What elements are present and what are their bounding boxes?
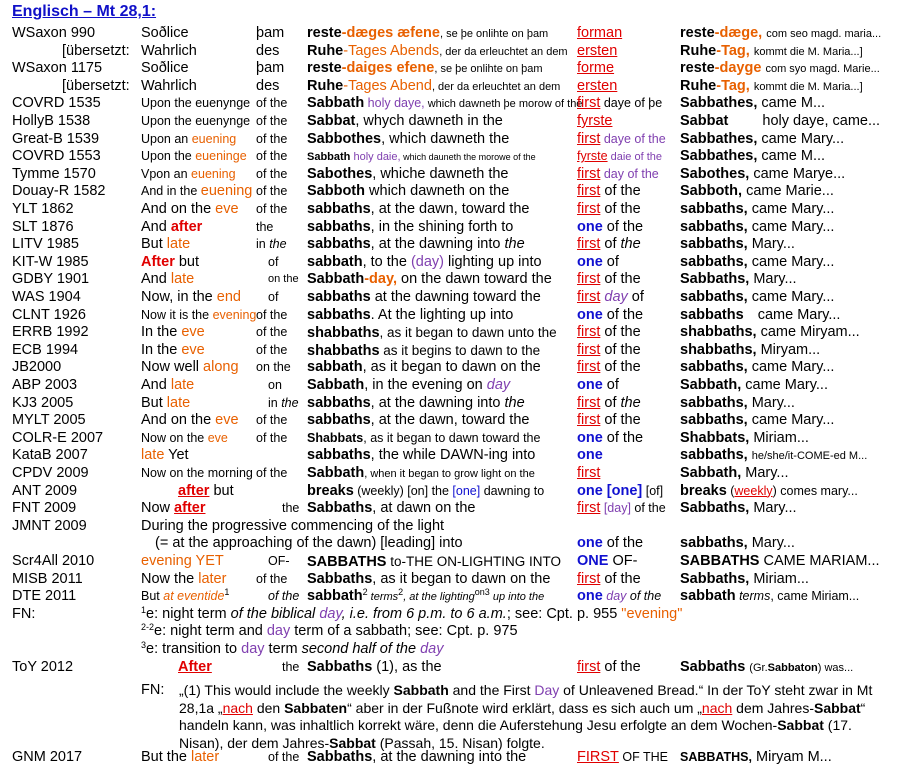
col-sabbaths: breaks (weekly) comes mary... — [680, 482, 858, 499]
col-first: one day of the — [577, 588, 662, 605]
col-sabbaths: Sabbathes, came Mary... — [680, 130, 845, 147]
col-first: first of the — [577, 341, 641, 358]
col-sabbath: sabbaths, in the shining forth to — [307, 218, 514, 235]
col-phrase: And late — [141, 377, 195, 393]
col-first: fyrste — [577, 113, 613, 129]
col-sabbath: reste-daiges efene, se þe onlihte on þam — [307, 60, 543, 77]
col-phrase: late Yet — [141, 447, 189, 464]
col-first: ONE OF- — [577, 553, 638, 569]
col-sabbaths: Sabboth, came Marie... — [680, 183, 834, 200]
col-article: the — [256, 219, 274, 234]
col-sabbath: Sabbath holy daye, which dawneth þe morow of the — [307, 95, 583, 112]
col-sabbath: sabbath, as it began to dawn on the — [307, 359, 541, 376]
col-first: first of the — [577, 201, 641, 217]
col-first: first of the — [577, 183, 641, 200]
col-article: in the — [256, 237, 287, 252]
footnote-line: $^3$e: transition to day term second half of the day — [141, 640, 444, 657]
version-label: WSaxon 1175 — [12, 60, 103, 77]
col-sabbaths: sabbaths, came Mary... — [680, 253, 835, 270]
col-first: ersten — [577, 42, 618, 59]
version-label: JB2000 — [12, 359, 62, 376]
version-label: SLT 1876 — [12, 218, 74, 235]
col-first: one of — [577, 377, 619, 393]
col-sabbaths: reste-dayge com syo magd. Marie... — [680, 60, 880, 77]
col-article: OF- — [268, 554, 290, 568]
col-first: one of the — [577, 218, 644, 235]
col-first: first — [577, 465, 601, 481]
col-sabbath: shabbaths as it begins to dawn to the — [307, 342, 541, 359]
col-phrase: Upon the euenynge — [141, 114, 251, 128]
version-label: Douay-R 1582 — [12, 183, 106, 200]
col-sabbaths: sabbaths, Mary... — [680, 535, 795, 552]
col-sabbath: Sabbaths (1), as the — [307, 659, 442, 675]
col-phrase: Upon an euening — [141, 131, 237, 146]
version-label: [übersetzt: — [62, 77, 130, 94]
col-sabbath: shabbaths, as it began to dawn unto the — [307, 325, 557, 342]
col-phrase: Now on the morning — [141, 466, 253, 480]
col-sabbath: sabbath, to the (day) lighting up into — [307, 253, 542, 270]
col-phrase: after but — [178, 482, 234, 499]
col-first: first of the — [577, 659, 641, 675]
col-sabbaths: Ruhe-Tag, kommt die M. Maria...] — [680, 77, 863, 94]
col-first: fyrste daie of the — [577, 149, 662, 164]
col-sabbath: Ruhe-Tages Abend, der da erleuchtet an dem — [307, 77, 561, 94]
col-first: first day of — [577, 289, 644, 305]
col-sabbath: sabbaths at the dawning toward the — [307, 289, 541, 305]
col-first: one — [577, 447, 603, 464]
version-label: ERRB 1992 — [12, 324, 89, 341]
col-phrase: evening YET — [141, 553, 224, 569]
col-first: first of the — [577, 359, 641, 376]
col-sabbaths: Shabbats, Miriam... — [680, 429, 809, 446]
col-article: des — [256, 42, 280, 59]
col-article: þam — [256, 25, 285, 41]
col-phrase: Wahrlich — [141, 77, 197, 94]
col-sabbath: reste-dæges æfene, se þe onlihte on þam — [307, 25, 549, 41]
col-first: one of — [577, 253, 619, 270]
version-label: COLR-E 2007 — [12, 429, 104, 446]
col-first: one [one] [of] — [577, 482, 664, 499]
col-phrase: Upon the eueninge — [141, 149, 247, 164]
version-label: KataB 2007 — [12, 447, 88, 464]
version-label: Great-B 1539 — [12, 130, 100, 147]
col-phrase: (= at the approaching of the dawn) [leading] into — [155, 535, 463, 552]
col-phrase: And on the eve — [141, 201, 239, 217]
col-sabbath: sabbaths, at the dawn, toward the — [307, 412, 530, 429]
col-article: the — [282, 501, 300, 516]
col-article: þam — [256, 60, 285, 77]
col-article: of the — [256, 96, 288, 111]
col-sabbath: Sabbothes, which dawneth the — [307, 130, 510, 147]
col-first: first of the — [577, 570, 641, 587]
version-label: COVRD 1553 — [12, 148, 101, 165]
col-sabbath: Sabboth which dawneth on the — [307, 183, 510, 200]
version-label: CLNT 1926 — [12, 306, 86, 323]
col-phrase: Now well along — [141, 359, 239, 376]
col-article: on — [268, 378, 282, 392]
col-phrase: And after — [141, 218, 203, 235]
col-sabbath: Sabbath, in the evening on day — [307, 377, 511, 393]
col-article: of the — [256, 184, 288, 199]
version-label: Tymme 1570 — [12, 165, 96, 182]
col-sabbaths: sabbaths, came Mary... — [680, 412, 835, 429]
col-article: of the — [256, 430, 288, 445]
col-article: of the — [256, 114, 288, 128]
version-label: WAS 1904 — [12, 289, 81, 305]
col-sabbaths: sabbaths, Mary... — [680, 394, 795, 411]
footnote-label: FN: — [141, 682, 165, 698]
version-label: CPDV 2009 — [12, 465, 89, 481]
col-sabbath: breaks (weekly) [on] the [one] dawning to — [307, 482, 545, 499]
version-label: LITV 1985 — [12, 236, 79, 253]
col-phrase: Soðlice — [141, 60, 189, 77]
col-article: des — [256, 77, 280, 94]
col-phrase: But late — [141, 394, 191, 411]
col-sabbaths: sabbaths, came Mary... — [680, 359, 835, 376]
col-sabbaths: Sabbaths, Mary... — [680, 271, 797, 288]
version-label: COVRD 1535 — [12, 95, 101, 112]
col-phrase: And late — [141, 271, 195, 288]
col-sabbath: sabbath$^2$ terms$^2$, at the lighting$^{on3}$ up into the — [307, 587, 545, 605]
col-phrase: Now after — [141, 500, 206, 517]
col-sabbath: sabbaths, the while DAWN-ing into — [307, 447, 536, 464]
col-sabbath: sabbaths, at the dawn, toward the — [307, 201, 530, 217]
col-sabbaths: Sabbaths (Gr.Sabbaton) was... — [680, 659, 854, 675]
col-sabbaths: Ruhe-Tag, kommt die M. Maria...] — [680, 42, 863, 59]
version-label: ABP 2003 — [12, 377, 78, 393]
col-sabbath: sabbaths, at the dawning into the — [307, 394, 525, 411]
version-label: GDBY 1901 — [12, 271, 90, 288]
col-phrase: In the eve — [141, 324, 205, 341]
col-first: one of the — [577, 306, 644, 323]
col-phrase: But the later — [141, 749, 220, 765]
col-article: on the — [256, 360, 291, 375]
col-phrase: During the progressive commencing of the light — [141, 517, 445, 534]
col-first: forme — [577, 60, 615, 77]
col-phrase: Wahrlich — [141, 42, 197, 59]
version-label: Scr4All 2010 — [12, 553, 95, 569]
col-sabbaths: Sabbathes, came M... — [680, 148, 826, 165]
version-label: YLT 1862 — [12, 201, 74, 217]
version-label: ECB 1994 — [12, 341, 79, 358]
col-phrase: Upon the euenynge — [141, 96, 251, 111]
col-article: in the — [268, 395, 299, 410]
col-first: first day of the — [577, 165, 659, 182]
col-sabbath: Shabbats, as it began to dawn toward the — [307, 430, 541, 445]
col-phrase: But late — [141, 236, 191, 253]
col-article: of the — [256, 413, 288, 428]
col-first: ersten — [577, 77, 618, 94]
col-phrase: Now on the eve — [141, 430, 228, 445]
col-article: of the — [256, 466, 288, 480]
version-label: HollyB 1538 — [12, 113, 91, 129]
col-sabbath: Sabothes, whiche dawneth the — [307, 165, 509, 182]
col-first: forman — [577, 25, 623, 41]
col-phrase: Now the later — [141, 570, 227, 587]
version-label: GNM 2017 — [12, 749, 83, 765]
col-phrase: After — [178, 659, 212, 675]
page-title[interactable]: Englisch – Mt 28,1: — [12, 3, 157, 20]
col-article: of — [268, 290, 279, 304]
footnote-line: $^1$e: night term of the biblical day, i.e. from 6 p.m. to 6 a.m.; see: Cpt. p. 955 "evening" — [141, 604, 683, 622]
version-label: [übersetzt: — [62, 42, 130, 59]
col-article: of the — [256, 202, 288, 216]
col-sabbaths: sabbaths came Mary... — [680, 306, 841, 323]
col-first: one of the — [577, 535, 644, 552]
col-sabbaths: sabbaths, came Mary... — [680, 289, 835, 305]
col-article: of the — [268, 589, 300, 604]
col-first: first of the — [577, 412, 641, 429]
col-sabbaths: shabbaths, came Miryam... — [680, 324, 860, 341]
col-first: first of the — [577, 394, 641, 411]
col-article: of the — [256, 307, 288, 322]
col-article: of the — [256, 131, 288, 146]
version-label: KIT-W 1985 — [12, 253, 89, 270]
col-sabbaths: Sabbathes, came M... — [680, 95, 826, 112]
col-sabbath: Sabbat, whych dawneth in the — [307, 113, 503, 129]
col-first: first of the — [577, 236, 641, 253]
col-first: first of the — [577, 324, 641, 341]
col-sabbath: Sabbath-day, on the dawn toward the — [307, 271, 552, 288]
col-first: one of the — [577, 429, 644, 446]
col-sabbaths: Sabbath, Mary... — [680, 465, 789, 481]
col-sabbaths: Sabbaths, Miriam... — [680, 570, 809, 587]
col-phrase: And on the eve — [141, 412, 239, 429]
col-first: first [day] of the — [577, 500, 666, 517]
col-phrase: Now, in the end — [141, 289, 241, 305]
col-sabbath: Sabbaths, at dawn on the — [307, 500, 476, 517]
version-label: MISB 2011 — [12, 570, 83, 587]
col-sabbaths: SABBATHS, Miryam M... — [680, 749, 832, 765]
col-sabbath: Sabbath, when it began to grow light on the — [307, 465, 535, 481]
col-sabbaths: reste-dæge, com seo magd. maria... — [680, 25, 882, 41]
col-article: of — [268, 254, 279, 269]
footnote-line: $^{2-2}$e: night term and day term of a sabbath; see: Cpt. p. 975 — [141, 622, 518, 640]
version-label: KJ3 2005 — [12, 394, 74, 411]
col-phrase: In the eve — [141, 341, 205, 358]
col-first: first daye of the — [577, 130, 666, 147]
col-phrase: Soðlice — [141, 25, 189, 41]
version-label: FNT 2009 — [12, 500, 77, 517]
col-sabbath: sabbaths, at the dawning into the — [307, 236, 525, 253]
version-label: MYLT 2005 — [12, 412, 86, 429]
col-sabbath: Sabbaths, as it began to dawn on the — [307, 570, 551, 587]
version-label: WSaxon 990 — [12, 25, 96, 41]
col-phrase: But at eventide$^1$ — [141, 587, 230, 604]
version-label: DTE 2011 — [12, 588, 77, 605]
col-article: of the — [256, 149, 288, 164]
col-first: first daye of þe — [577, 95, 663, 112]
col-phrase: Vpon an euening — [141, 166, 236, 181]
col-first: FIRST OF THE — [577, 749, 668, 765]
col-sabbaths: Sabothes, came Marye... — [680, 165, 846, 182]
col-phrase: And in the euening — [141, 183, 253, 200]
col-article: the — [282, 660, 300, 674]
col-article: on the — [268, 273, 299, 286]
col-phrase: Now it is the evening — [141, 307, 257, 322]
col-sabbath: Ruhe-Tages Abends, der da erleuchtet an dem — [307, 42, 568, 59]
version-label: ANT 2009 — [12, 482, 78, 499]
col-sabbaths: sabbaths, came Mary... — [680, 218, 835, 235]
col-sabbath: sabbaths. At the lighting up into — [307, 306, 514, 323]
col-article: of the — [256, 571, 288, 586]
col-first: first of the — [577, 271, 641, 288]
col-article: of the — [256, 166, 288, 181]
col-sabbath: Sabbath holy daie, which dauneth the morowe of the — [307, 151, 536, 164]
col-sabbaths: sabbaths, he/she/it-COME-ed M... — [680, 447, 868, 464]
col-sabbaths: Sabbaths, Mary... — [680, 500, 797, 517]
version-label: JMNT 2009 — [12, 517, 87, 534]
col-sabbath: SABBATHS to-THE ON-LIGHTING INTO — [307, 554, 561, 570]
col-sabbaths: sabbath terms, came Miriam... — [680, 588, 860, 605]
toy-footnote: „(1) This would include the weekly Sabbath and the First Day of Unleavened Bread.“ In der ToY steht zwar in Mt 28,1a „nach den Sabbaten“ aber in der Fußnote wird erklärt, dass es sich auch um „nach dem Jahres-Sabbat“ handeln kann, was inhaltlich korrekt wäre, denn die Auferstehung Jesu erfolgte an dem Wochen-Sabbat (17. Nisan), der dem Jahres-Sabbat (Passah, 15. Nisan) folgte. — [179, 682, 873, 751]
col-sabbaths: Sabbath, came Mary... — [680, 377, 828, 393]
col-sabbaths: shabbaths, Miryam... — [680, 341, 821, 358]
col-phrase: After but — [141, 253, 200, 270]
col-sabbaths: SABBATHS CAME MARIAM... — [680, 553, 880, 569]
col-sabbaths: sabbaths, came Mary... — [680, 201, 835, 217]
version-label: ToY 2012 — [12, 659, 74, 675]
col-article: of the — [268, 750, 300, 764]
col-sabbaths: Sabbat holy daye, came... — [680, 113, 881, 129]
col-article: of the — [256, 325, 288, 340]
footnote-label: FN: — [12, 605, 36, 622]
col-article: of the — [256, 342, 288, 357]
col-sabbaths: sabbaths, Mary... — [680, 236, 795, 253]
col-sabbath: Sabbaths, at the dawning into the — [307, 749, 527, 765]
